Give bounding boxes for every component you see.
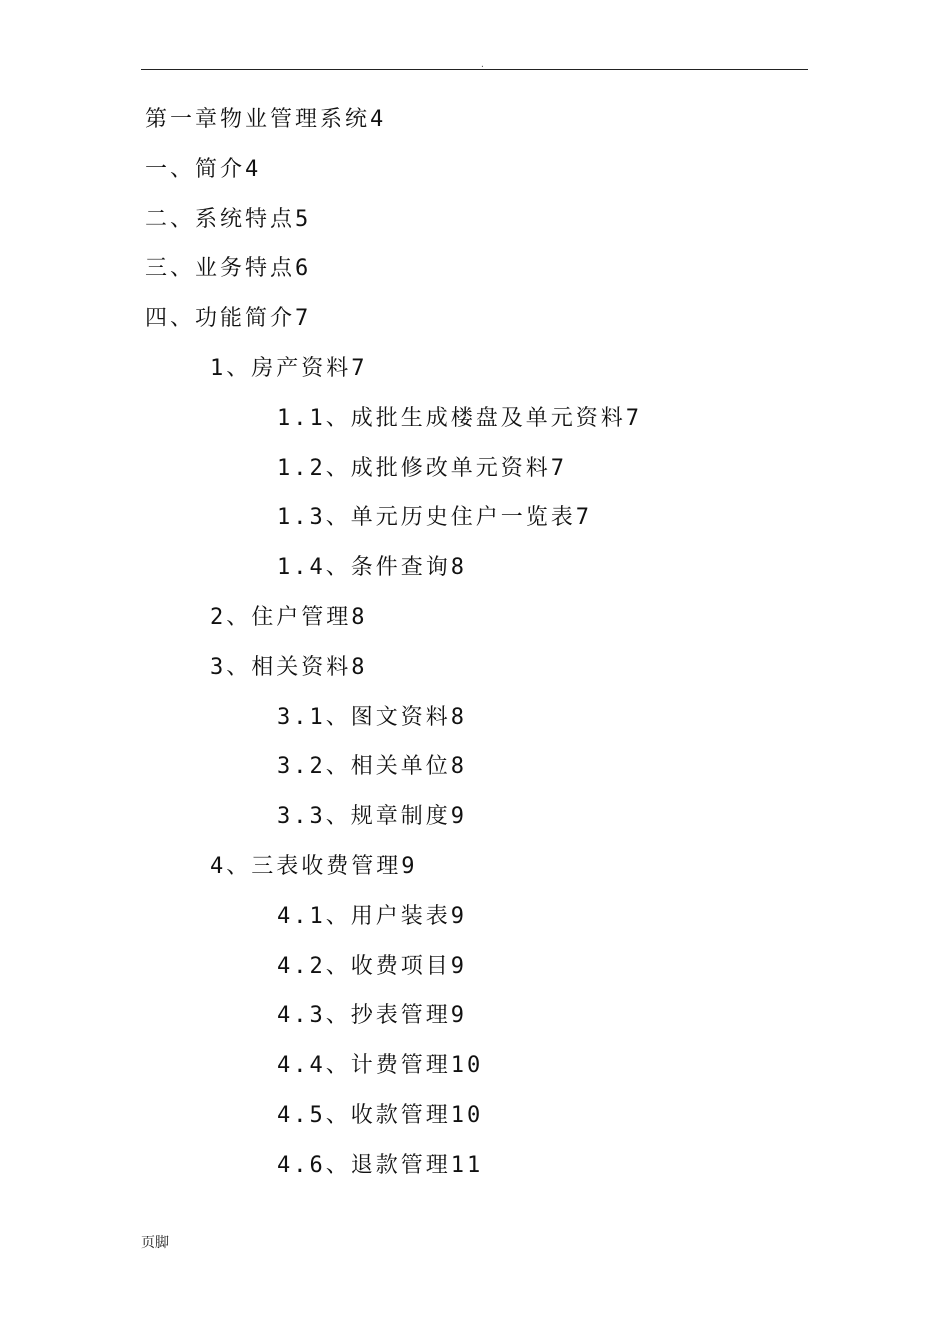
toc-entry[interactable]: 4.4、计费管理10 xyxy=(277,1053,484,1079)
toc-entry[interactable]: 3.2、相关单位8 xyxy=(277,754,467,780)
toc-entry[interactable]: 2、住户管理8 xyxy=(210,604,368,630)
toc-entry[interactable]: 四、功能简介7 xyxy=(145,306,312,332)
toc-entry[interactable]: 1.2、成批修改单元资料7 xyxy=(277,455,567,481)
header-mark: . xyxy=(480,60,485,69)
toc-entry[interactable]: 一、简介4 xyxy=(145,156,262,182)
toc-entry[interactable]: 4.5、收款管理10 xyxy=(277,1102,484,1128)
table-of-contents xyxy=(0,102,950,1198)
toc-entry[interactable]: 3、相关资料8 xyxy=(210,654,368,680)
toc-entry[interactable]: 4、三表收费管理9 xyxy=(210,853,418,879)
toc-entry[interactable]: 3.3、规章制度9 xyxy=(277,804,467,830)
footer-text: 页脚 xyxy=(141,1235,169,1251)
toc-entry[interactable]: 3.1、图文资料8 xyxy=(277,704,467,730)
toc-entry[interactable]: 4.6、退款管理11 xyxy=(277,1152,484,1178)
toc-entry[interactable]: 1.1、成批生成楼盘及单元资料7 xyxy=(277,405,642,431)
toc-entry[interactable]: 4.2、收费项目9 xyxy=(277,953,467,979)
toc-entry[interactable]: 4.3、抄表管理9 xyxy=(277,1003,467,1029)
toc-entry[interactable]: 1.3、单元历史住户一览表7 xyxy=(277,505,592,531)
header-rule xyxy=(141,69,808,70)
toc-entry[interactable]: 1.4、条件查询8 xyxy=(277,555,467,581)
toc-entry[interactable]: 4.1、用户装表9 xyxy=(277,903,467,929)
toc-entry[interactable]: 第一章物业管理系统4 xyxy=(145,107,387,132)
toc-entry[interactable]: 1、房产资料7 xyxy=(210,355,368,381)
toc-entry[interactable]: 二、系统特点5 xyxy=(145,206,312,232)
toc-entry[interactable]: 三、业务特点6 xyxy=(145,256,312,282)
